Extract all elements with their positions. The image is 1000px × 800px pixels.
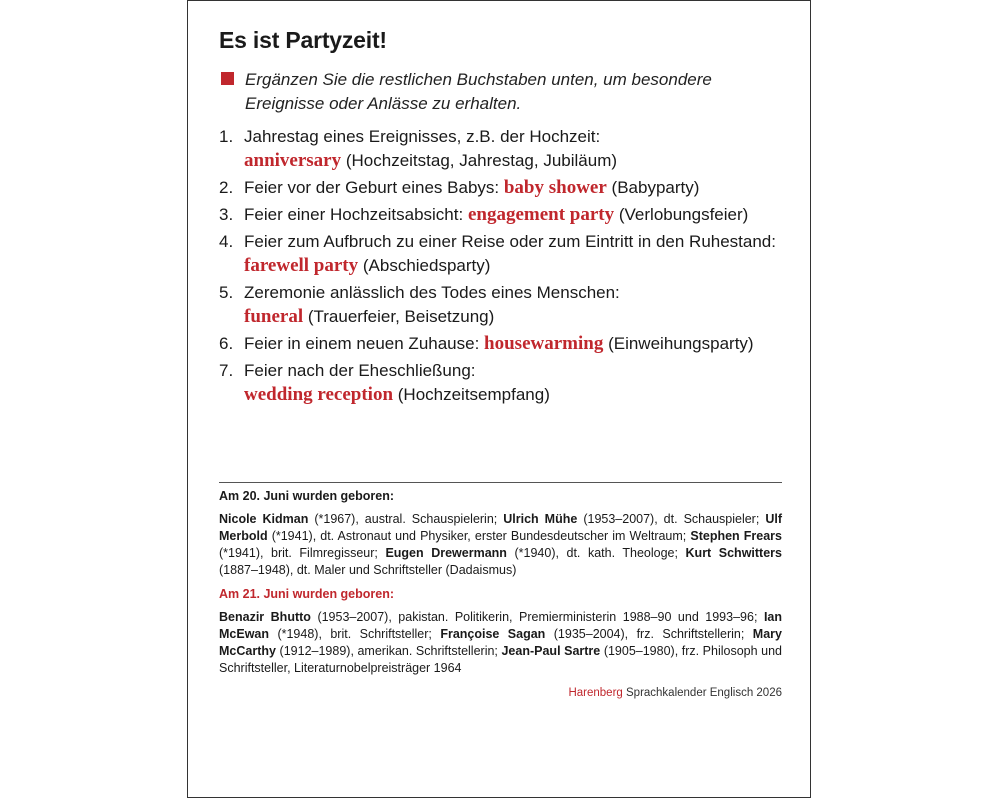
person-name: Eugen Drewermann: [385, 546, 507, 560]
section-divider: [219, 482, 782, 483]
person-info: (*1940), dt. kath. Theologe;: [514, 546, 678, 560]
item-description: Feier zum Aufbruch zu einer Reise oder zum Eintritt in den Ruhestand:: [244, 232, 776, 251]
vocabulary-item: [219, 281, 789, 329]
item-number: 3.: [219, 205, 234, 224]
item-term: wedding reception: [244, 384, 394, 405]
instruction-text: Ergänzen Sie die restlichen Buchstaben unten, um besondere Ereignisse oder Anlässe zu erhalten.: [245, 70, 712, 113]
item-number: 6.: [219, 334, 234, 353]
item-translation: (Verlobungsfeier): [618, 205, 749, 224]
item-translation: (Hochzeitsempfang): [397, 385, 550, 404]
born-heading: Am 20. Juni wurden geboren:: [219, 489, 395, 503]
item-number: 2.: [219, 178, 234, 197]
red-square-bullet-icon: [221, 72, 234, 85]
item-description: Feier nach der Eheschließung:: [244, 361, 476, 380]
item-description: Zeremonie anlässlich des Todes eines Menschen:: [244, 283, 620, 302]
item-term: housewarming: [484, 333, 604, 354]
person-name: Kurt Schwitters: [685, 546, 782, 560]
born-june-21-section: [219, 586, 782, 677]
item-description: Jahrestag eines Ereignisses, z.B. der Hochzeit:: [244, 127, 601, 146]
person-name: Ulf Merbold: [219, 512, 782, 543]
page-title: Es ist Partyzeit!: [219, 27, 387, 53]
item-translation: (Babyparty): [611, 178, 700, 197]
vocabulary-item: [219, 359, 789, 407]
vocabulary-item: [219, 332, 789, 356]
born-entries: [219, 511, 782, 579]
person-name: Mary McCarthy: [219, 627, 782, 658]
item-number: 5.: [219, 283, 234, 302]
item-description: Feier einer Hochzeitsabsicht:: [244, 205, 464, 224]
person-name: Jean-Paul Sartre: [501, 644, 601, 658]
person-name: Ian McEwan: [219, 610, 782, 641]
person-info: (1887–1948), dt. Maler und Schriftsteller (Dadaismus): [219, 563, 517, 577]
born-heading: Am 21. Juni wurden geboren:: [219, 587, 395, 601]
item-translation: (Hochzeitstag, Jahrestag, Jubiläum): [345, 151, 618, 170]
item-description: Feier vor der Geburt eines Babys:: [244, 178, 500, 197]
item-number: 7.: [219, 361, 234, 380]
item-term: engagement party: [467, 204, 615, 225]
vocabulary-item: [219, 125, 789, 173]
vocabulary-item: [219, 230, 789, 278]
person-info: (1912–1989), amerikan. Schriftstellerin;: [279, 644, 498, 658]
person-name: Benazir Bhutto: [219, 610, 311, 624]
page-footer: [219, 687, 782, 699]
person-info: (*1941), dt. Astronaut und Physiker, erster Bundesdeutscher im Weltraum;: [271, 529, 687, 543]
footer-text: Sprachkalender Englisch 2026: [626, 687, 782, 699]
person-info: (1953–2007), pakistan. Politikerin, Premierministerin 1988–90 und 1993–96;: [317, 610, 758, 624]
vocabulary-item: [219, 203, 789, 227]
born-entries: [219, 609, 782, 677]
item-term: funeral: [244, 306, 304, 327]
vocabulary-list: [219, 125, 789, 410]
person-name: Nicole Kidman: [219, 512, 309, 526]
person-info: (1935–2004), frz. Schriftstellerin;: [553, 627, 745, 641]
item-translation: (Abschiedsparty): [362, 256, 491, 275]
item-term: baby shower: [503, 177, 607, 198]
person-name: Ulrich Mühe: [503, 512, 578, 526]
born-june-20-section: [219, 488, 782, 579]
item-translation: (Trauerfeier, Beisetzung): [307, 307, 495, 326]
vocabulary-item: [219, 176, 789, 200]
item-number: 1.: [219, 127, 234, 146]
person-info: (1953–2007), dt. Schauspieler;: [583, 512, 760, 526]
person-name: Stephen Frears: [690, 529, 782, 543]
item-translation: (Einweihungsparty): [608, 334, 754, 353]
person-info: (1905–1980), frz. Philosoph und Schriftsteller, Literaturnobelpreisträger 1964: [219, 644, 782, 675]
person-info: (*1948), brit. Schriftsteller;: [277, 627, 432, 641]
person-info: (*1941), brit. Filmregisseur;: [219, 546, 378, 560]
item-term: anniversary: [244, 150, 342, 171]
person-info: (*1967), austral. Schauspielerin;: [314, 512, 498, 526]
item-number: 4.: [219, 232, 234, 251]
item-description: Feier in einem neuen Zuhause:: [244, 334, 480, 353]
footer-brand: Harenberg: [568, 687, 623, 699]
calendar-page: [187, 0, 811, 798]
person-name: Françoise Sagan: [440, 627, 546, 641]
item-term: farewell party: [244, 255, 359, 276]
